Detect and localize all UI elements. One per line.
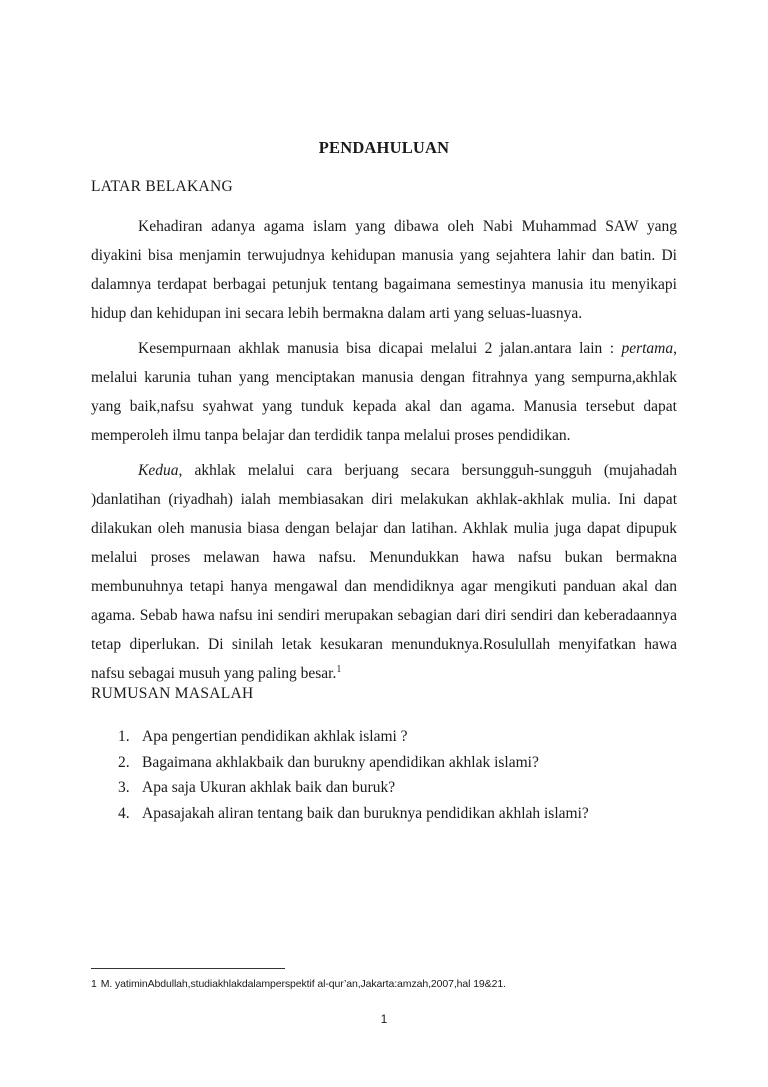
list-item [118, 775, 589, 801]
list-item [118, 750, 589, 776]
list-item [118, 801, 589, 827]
footnote-number: 1 [91, 978, 97, 990]
footnote-reference[interactable]: 1 [336, 663, 342, 675]
section-heading-latar-belakang: LATAR BELAKANG [91, 178, 234, 195]
list-item-text: Apa pengertian pendidikan akhlak islami ? [142, 728, 408, 745]
list-item [118, 724, 589, 750]
page-title: PENDAHULUAN [318, 138, 450, 157]
paragraph-2-text-before: Kesempurnaan akhlak manusia bisa dicapai melalui 2 jalan.antara lain : [138, 340, 622, 357]
list-item-text: Bagaimana akhlakbaik dan burukny apendidikan akhlak islami? [142, 753, 539, 771]
paragraph-3-text: , akhlak melalui cara berjuang secara bersungguh-sungguh (mujahadah )danlatihan (riyadhah) ialah membiasakan diri melakukan akhlak-akhlak mulia. Ini dapat dilakukan oleh manusia biasa dengan belajar dan latihan. Akhlak mulia juga dapat dipupuk melalui proses melawan hawa nafsu. Menundukkan hawa nafsu bukan bermakna membunuhnya tetapi hanya mengawal dan mendidiknya agar mengikuti panduan akal dan agama. Sebab hawa nafsu ini sendiri merupakan sebagian dari diri sendiri dan keberadaannya tetap diperlukan. Di sinilah letak kesukaran menunduknya.Rosulullah menyifatkan hawa nafsu sebagai musuh yang paling besar. [91, 462, 677, 682]
paragraph-2 [91, 334, 677, 450]
list-item-number: 1. [118, 728, 130, 745]
section-heading-rumusan-masalah: RUMUSAN MASALAH [91, 685, 254, 702]
footnote-text: M. yatiminAbdullah,studiakhlakdalamperspektif al-qur’an,Jakarta:amzah,2007,hal 19&21. [100, 978, 506, 990]
list-item-text: Apa saja Ukuran akhlak baik dan buruk? [142, 779, 396, 796]
question-list [118, 724, 589, 826]
paragraph-1: Kehadiran adanya agama islam yang dibawa oleh Nabi Muhammad SAW yang diyakini bisa menjamin terwujudnya kehidupan manusia yang sejahtera lahir dan batin. Di dalamnya terdapat berbagai petunjuk tentang bagaimana semestinya manusia itu menyikapi hidup dan kehidupan ini secara lebih bermakna dalam arti yang seluas-luasnya. [91, 218, 677, 322]
paragraph-3 [91, 456, 677, 688]
list-item-number: 2. [118, 753, 130, 771]
list-item-number: 4. [118, 804, 130, 822]
paragraph-2-italic: pertama [621, 340, 674, 357]
list-item-number: 3. [118, 779, 130, 796]
paragraph-3-italic: Kedua [138, 462, 179, 479]
paragraph-2-text-after: , melalui karunia tuhan yang menciptakan manusia dengan fitrahnya yang sempurna,akhlak yang baik,nafsu syahwat yang tunduk kepada akal dan agama. Manusia tersebut dapat memperoleh ilmu tanpa belajar dan terdidik tanpa melalui proses pendidikan. [91, 340, 677, 444]
footnote-divider [91, 968, 285, 969]
list-item-text: Apasajakah aliran tentang baik dan buruknya pendidikan akhlah islami? [142, 804, 589, 822]
footnote [91, 978, 506, 990]
page-number: 1 [380, 1012, 388, 1026]
